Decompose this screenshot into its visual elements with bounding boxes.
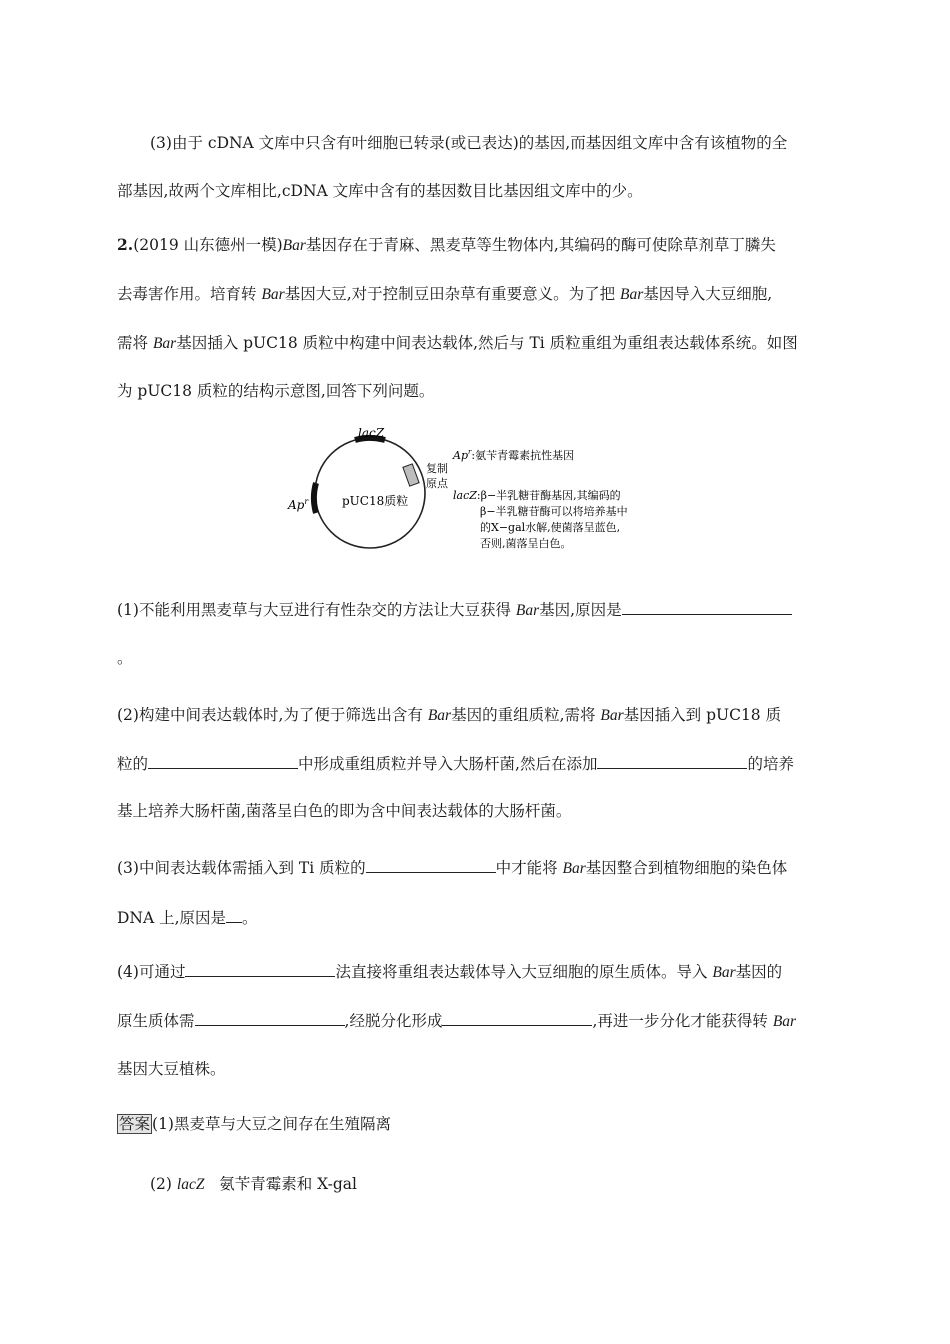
answer-tag: 答案 — [119, 1115, 151, 1133]
sub-question-2-line-3: 基上培养大肠杆菌,菌落呈白色的即为含中间表达载体的大肠杆菌。 — [117, 802, 572, 820]
sub-question-4-line-3: 基因大豆植株。 — [117, 1060, 226, 1078]
ori-label-2: 原点 — [426, 477, 448, 490]
question-2-line-4: 为 pUC18 质粒的结构示意图,回答下列问题。 — [117, 382, 435, 400]
answer-blank-3b[interactable] — [226, 908, 242, 923]
question-number: 2. — [117, 235, 134, 254]
legend-lacz-1: lacZ:β−半乳糖苷酶基因,其编码的 — [453, 489, 621, 502]
question-2-line-2: 去毒害作用。培育转 Bar基因大豆,对于控制豆田杂草有重要意义。为了把 Bar基因导入大豆细胞, — [117, 285, 773, 303]
answer-blank-2b[interactable] — [597, 754, 747, 769]
answer-blank-4c[interactable] — [442, 1011, 592, 1026]
sub-question-1-end: 。 — [117, 649, 133, 667]
plasmid-ring — [315, 438, 425, 548]
sub-question-1: (1)不能利用黑麦草与大豆进行有性杂交的方法让大豆获得 Bar基因,原因是 — [117, 600, 792, 621]
puc18-plasmid-figure — [280, 425, 680, 560]
legend-lacz-4: 否则,菌落呈白色。 — [480, 537, 572, 550]
sub-question-2-line-2: 粒的 中形成重组质粒并导入大肠杆菌,然后在添加 的培养 — [117, 755, 794, 773]
legend-apr: Ap$^r$:氨苄青霉素抗性基因 — [453, 448, 575, 462]
apr-label: Ap$^r$ — [288, 497, 309, 512]
answer-blank-4b[interactable] — [195, 1011, 345, 1026]
legend-lacz-3: 的X−gal水解,使菌落呈蓝色, — [480, 521, 621, 534]
question-2-line-1: 2.(2019 山东德州一模)Bar基因存在于青麻、黑麦草等生物体内,其编码的酶可使除草剂草丁膦失 — [117, 235, 776, 254]
question-2-line-3: 需将 Bar基因插入 pUC18 质粒中构建中间表达载体,然后与 Ti 质粒重组为重组表达载体系统。如图 — [117, 334, 798, 352]
sub-question-3-line-2: DNA 上,原因是 。 — [117, 909, 258, 927]
legend-lacz-2: β−半乳糖苷酶可以将培养基中 — [480, 505, 628, 518]
sub-question-3-line-1: (3)中间表达载体需插入到 Ti 质粒的 中才能将 Bar基因整合到植物细胞的染色体 — [117, 859, 788, 877]
ori-label-1: 复制 — [426, 462, 448, 475]
prev-answer-line-1: (3)由于 cDNA 文库中只含有叶细胞已转录(或已表达)的基因,而基因组文库中含有该植物的全 — [150, 134, 788, 152]
answer-blank-4a[interactable] — [185, 962, 335, 977]
answer-line-1: 答案 (1)黑麦草与大豆之间存在生殖隔离 — [119, 1115, 391, 1133]
answer-blank-3a[interactable] — [366, 858, 496, 873]
answer-line-2: (2) lacZ 氨苄青霉素和 X-gal — [150, 1175, 358, 1193]
plasmid-label: pUC18质粒 — [342, 494, 409, 508]
lacz-label: lacZ — [358, 426, 385, 440]
answer-blank-1[interactable] — [622, 600, 792, 615]
prev-answer-line-2: 部基因,故两个文库相比,cDNA 文库中含有的基因数目比基因组文库中的少。 — [117, 182, 643, 200]
answer-blank-2a[interactable] — [148, 754, 298, 769]
ori-box — [403, 464, 419, 486]
sub-question-4-line-1: (4)可通过 法直接将重组表达载体导入大豆细胞的原生质体。导入 Bar基因的 — [117, 963, 783, 981]
sub-question-4-line-2: 原生质体需 ,经脱分化形成 ,再进一步分化才能获得转 Bar — [117, 1012, 797, 1030]
sub-question-2-line-1: (2)构建中间表达载体时,为了便于筛选出含有 Bar基因的重组质粒,需将 Bar基因插入到 pUC18 质 — [117, 706, 782, 724]
apr-segment — [314, 483, 316, 513]
